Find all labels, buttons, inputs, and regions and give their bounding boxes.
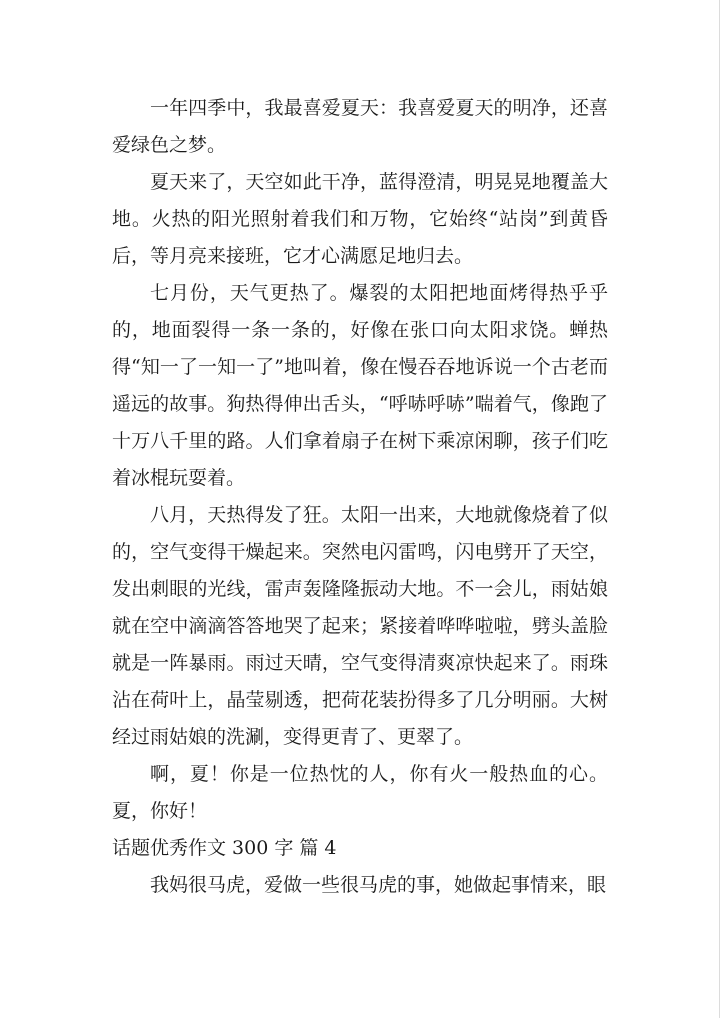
paragraph-intro: 一年四季中，我最喜爱夏天：我喜爱夏天的明净，还喜爱绿色之梦。 xyxy=(112,97,608,156)
document-body xyxy=(112,90,608,904)
section-heading: 话题优秀作文 300 字 篇 4 xyxy=(112,837,337,859)
paragraph-closing: 啊，夏！你是一位热忱的人，你有火一般热血的心。夏，你好！ xyxy=(112,763,608,822)
paragraph-august: 八月，天热得发了狂。太阳一出来，大地就像烧着了似的，空气变得干燥起来。突然电闪雷鸣，闪电劈开了天空，发出刺眼的光线，雷声轰隆隆振动大地。不一会儿，雨姑娘就在空中滴滴答答地哭了起来；紧接着哗哗啦啦，劈头盖脸就是一阵暴雨。雨过天晴，空气变得清爽凉快起来了。雨珠沾在荷叶上，晶莹剔透，把荷花装扮得多了几分明丽。大树经过雨姑娘的洗涮，变得更青了、更翠了。 xyxy=(112,504,608,748)
paragraph-july: 七月份，天气更热了。爆裂的太阳把地面烤得热乎乎的，地面裂得一条一条的，好像在张口向太阳求饶。蝉热得“知一了一知一了”地叫着，像在慢吞吞地诉说一个古老而遥远的故事。狗热得伸出舌头，“呼哧呼哧”喘着气，像跑了十万八千里的路。人们拿着扇子在树下乘凉闲聊，孩子们吃着冰棍玩耍着。 xyxy=(112,282,608,489)
paragraph-next-essay: 我妈很马虎，爱做一些很马虎的事，她做起事情来，眼 xyxy=(150,874,607,896)
paragraph-summer-arrives: 夏天来了，天空如此干净，蓝得澄清，明晃晃地覆盖大地。火热的阳光照射着我们和万物，它始终“站岗”到黄昏后，等月亮来接班，它才心满愿足地归去。 xyxy=(112,171,608,267)
